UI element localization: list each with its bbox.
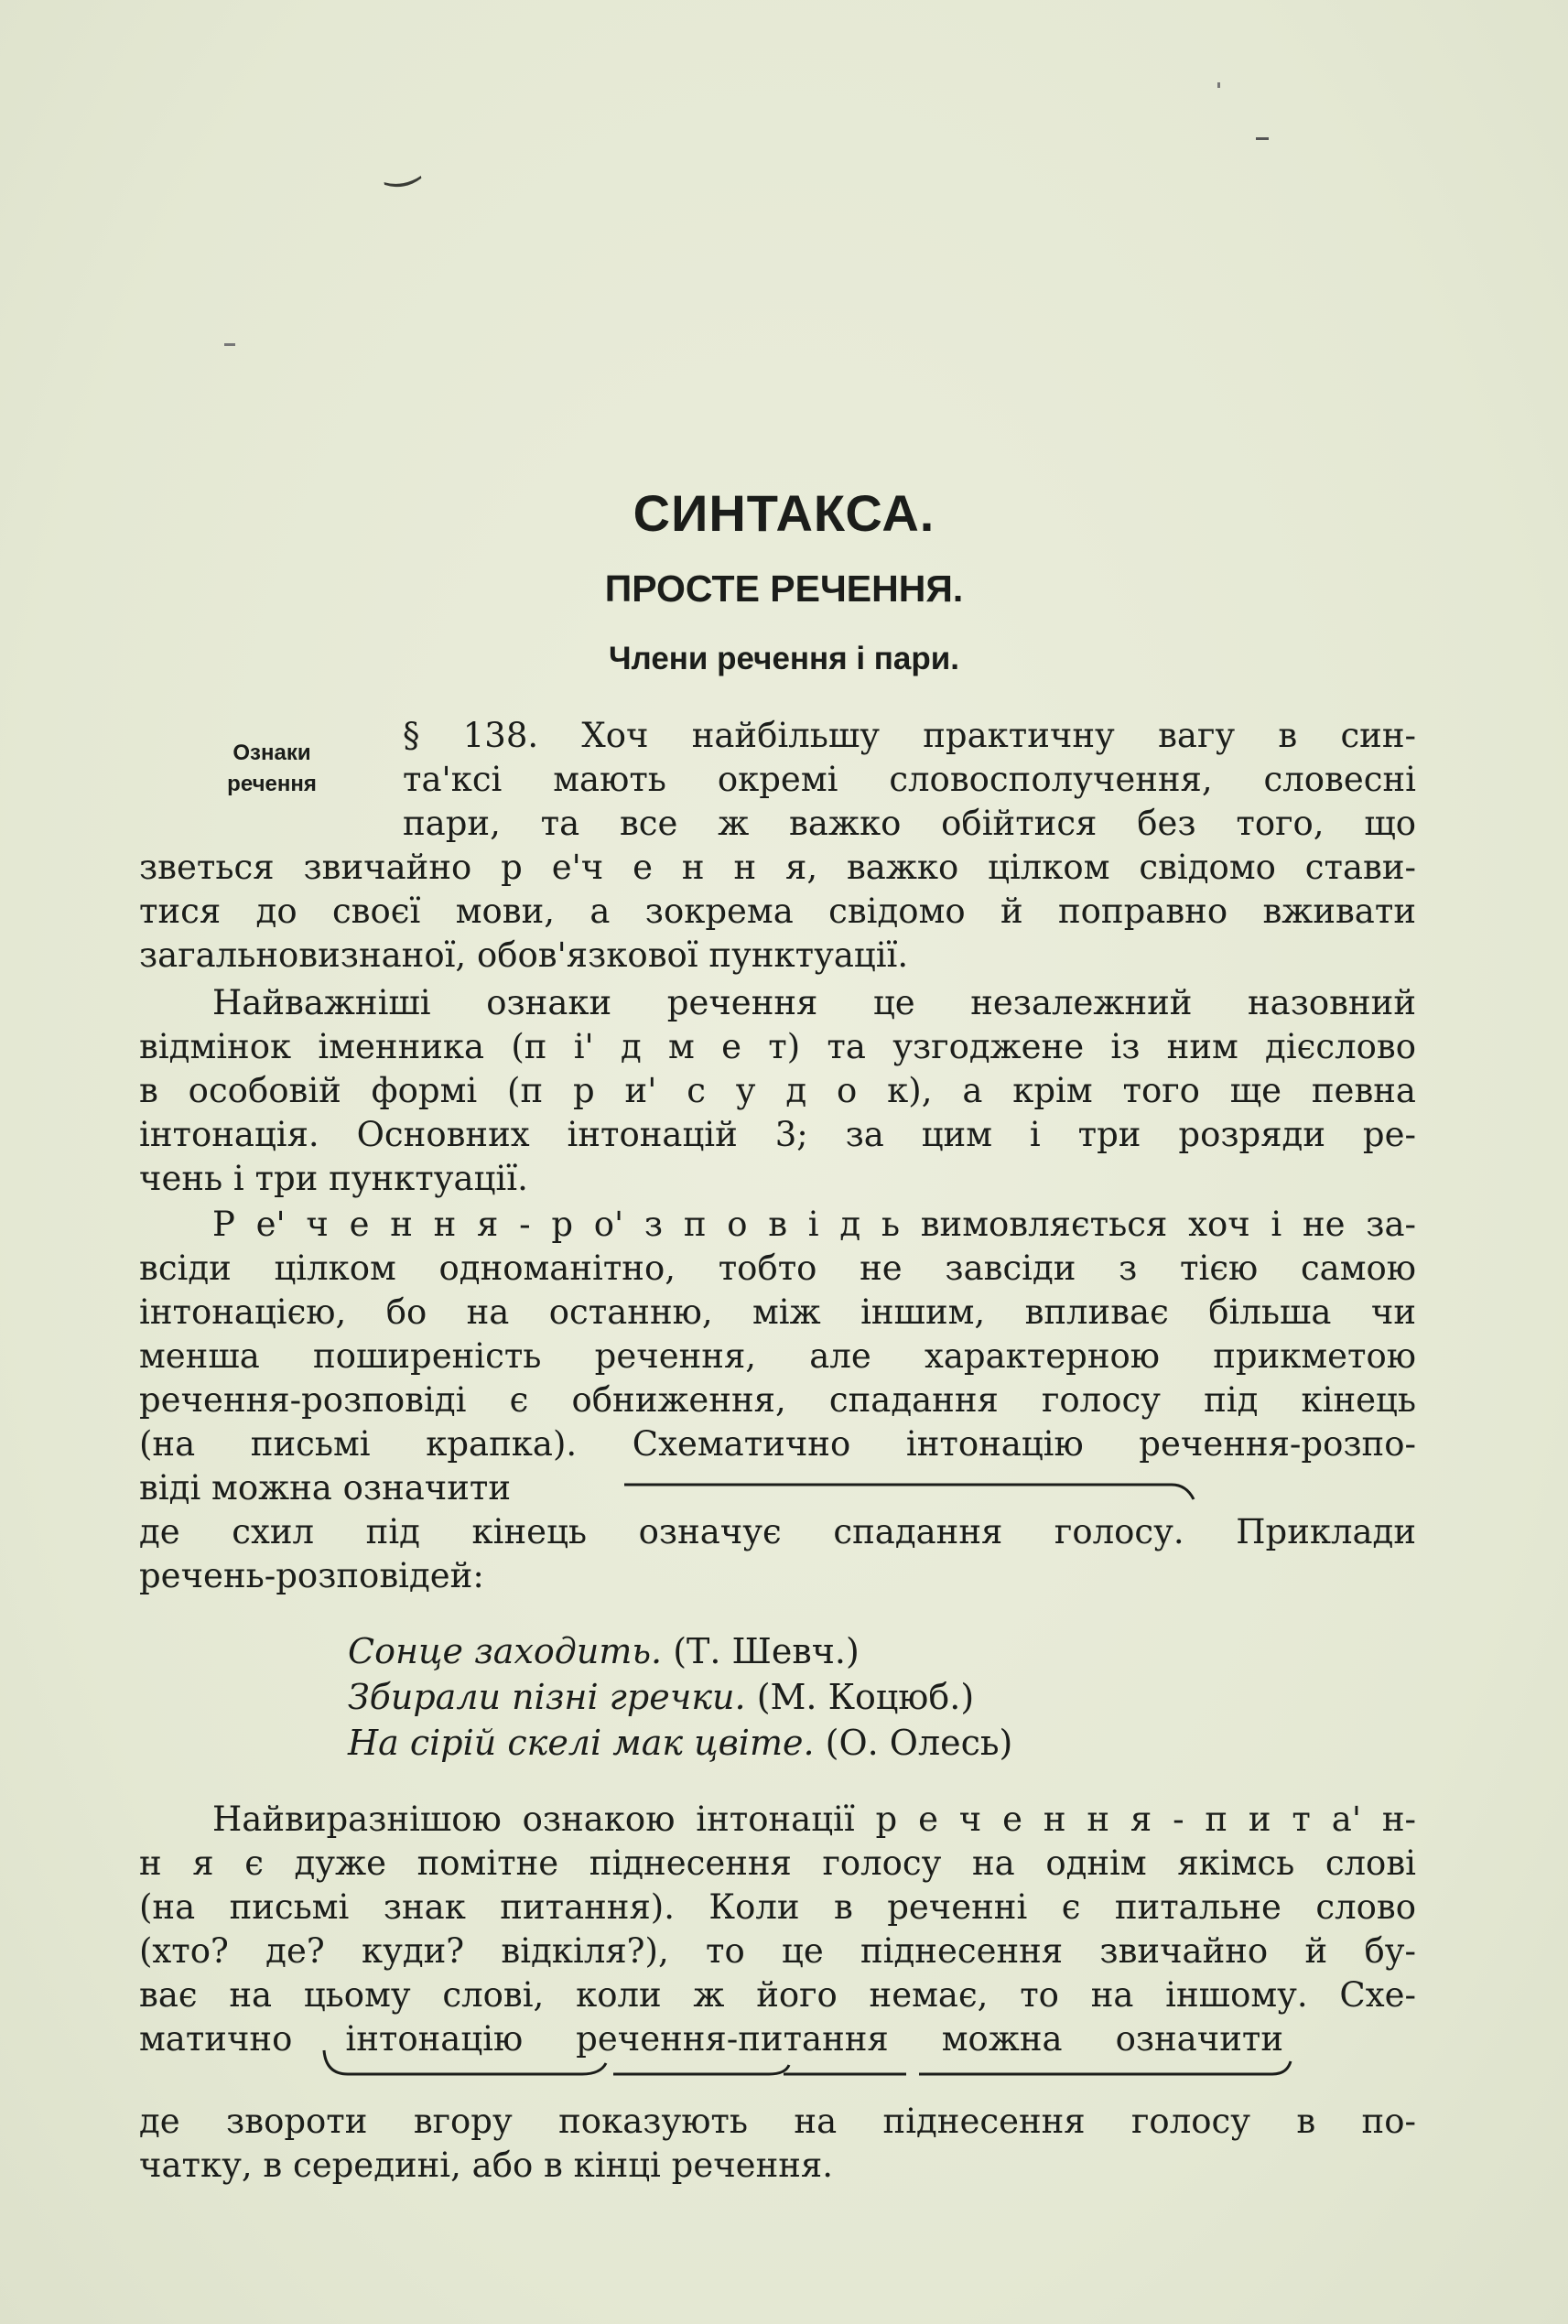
text-line: всіди цілком одноманітно, тобто не завсіди з тією самою (139, 1248, 1416, 1288)
example-text: На сірій скелі мак цвіте. (348, 1723, 815, 1763)
example-sentence (348, 1677, 974, 1717)
example-source: (Т. Шевч.) (673, 1631, 860, 1671)
text-line: тися до своєї мови, а зокрема свідомо й поправно вживати (139, 892, 1416, 931)
statement-intonation-diagram (622, 1474, 1208, 1510)
text-line: чатку, в середині, або в кінці речення. (139, 2146, 833, 2185)
example-sentence (348, 1723, 1012, 1763)
text-line: інтонацією, бо на останню, між іншим, впливає більша чи (139, 1292, 1416, 1332)
example-text: Сонце заходить. (348, 1631, 663, 1671)
chapter-subtitle: ПРОСТЕ РЕЧЕННЯ. (604, 567, 964, 610)
question-intonation-diagram (311, 2047, 1300, 2092)
ink-speck (224, 343, 235, 346)
example-source: (М. Коцюб.) (756, 1677, 975, 1717)
example-source: (О. Олесь) (825, 1723, 1013, 1763)
text-line: Найважніші ознаки речення це незалежний назовний (212, 983, 1416, 1022)
margin-note-line: речення (227, 772, 317, 796)
text-line: менша поширеність речення, але характерною прикметою (139, 1336, 1416, 1376)
text-line: Найвиразнішою ознакою інтонації р е ч е н н я - п и т а' н- (212, 1800, 1416, 1839)
text-line: матично інтонацію речення-питання можна означити (139, 2019, 1283, 2059)
margin-note-line: Ознаки (232, 740, 311, 765)
ink-mark: ‿ (378, 135, 421, 189)
text-line: (на письмі крапка). Схематично інтонацію речення-розпо- (139, 1424, 1416, 1464)
text-line: зветься звичайно р е'ч е н н я, важко цілком свідомо стави- (139, 848, 1416, 887)
text-line: пари, та все ж важко обійтися без того, що (403, 804, 1416, 843)
section-heading: Члени речення і пари. (608, 641, 960, 676)
text-line: де звороти вгору показують на піднесення голосу в по- (139, 2102, 1416, 2141)
text-line: інтонація. Основних інтонацій 3; за цим і три розряди ре- (139, 1115, 1416, 1154)
text-line: речення-розповіді є обниження, спадання голосу під кінець (139, 1380, 1416, 1420)
text-line: н я є дуже помітне піднесення голосу на однім якімсь слові (139, 1843, 1416, 1883)
text-line: загальновизнаної, обов'язкової пунктуації. (139, 935, 909, 975)
text-line: та'ксі мають окремі словосполучення, словесні (403, 760, 1416, 799)
example-sentence (348, 1631, 860, 1671)
chapter-title: СИНТАКСА. (633, 484, 935, 542)
margin-note (194, 738, 350, 800)
text-line: в особовій формі (п р и' с у д о к), а крім того ще певна (139, 1071, 1416, 1110)
text-line: ває на цьому слові, коли ж його немає, то на іншому. Схе- (139, 1975, 1416, 2015)
text-line: чень і три пунктуації. (139, 1159, 528, 1198)
ink-speck (1217, 82, 1220, 88)
example-text: Збирали пізні гречки. (348, 1677, 746, 1717)
text-line: § 138. Хоч найбільшу практичну вагу в син- (403, 716, 1416, 755)
text-line: де схил під кінець означує спадання голосу. Приклади (139, 1512, 1416, 1551)
ink-speck (1256, 137, 1269, 140)
text-line: віді можна означити (139, 1468, 512, 1508)
text-line: (хто? де? куди? відкіля?), то це піднесення звичайно й бу- (139, 1931, 1416, 1971)
text-line: Р е' ч е н н я - р о' з п о в і д ь вимовляється хоч і не за- (212, 1205, 1416, 1244)
text-line: відмінок іменника (п і' д м е т) та узгоджене із ним дієслово (139, 1027, 1416, 1066)
text-line: (на письмі знак питання). Коли в реченні є питальне слово (139, 1887, 1416, 1927)
text-line: речень-розповідей: (139, 1556, 484, 1595)
